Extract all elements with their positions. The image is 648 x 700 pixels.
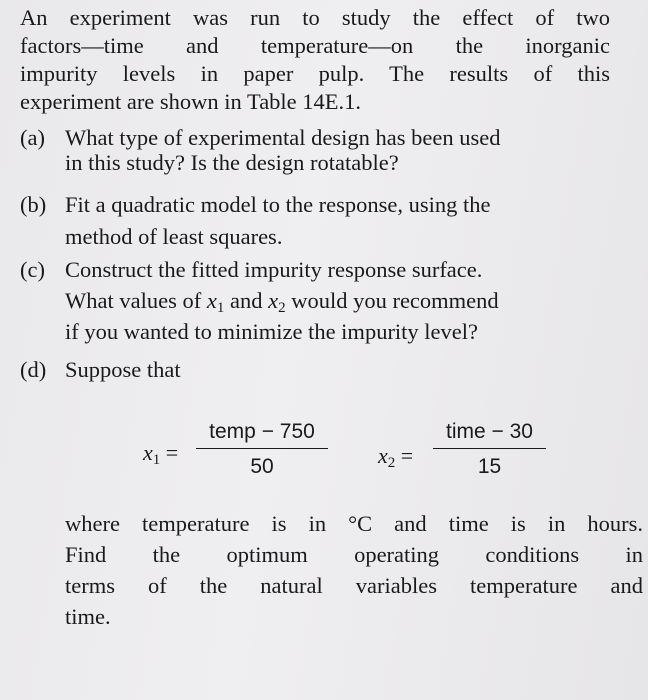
intro-line: experiment are shown in Table 14E.1. [20,89,362,114]
part-a-line: What type of experimental design has been used [65,125,501,150]
coding-formula [0,418,648,488]
equals-sign: = [165,440,179,465]
x1-numerator: temp − 750 [196,420,328,449]
part-b-line: Fit a quadratic model to the response, using the [65,192,491,217]
x2-lhs [378,443,413,469]
part-a-text [65,124,645,177]
part-d-continuation [65,508,643,632]
x-letter: x [143,440,153,465]
subscript-2: 2 [278,300,286,316]
subscript-1: 1 [216,300,225,316]
problem-intro [20,4,610,116]
x2-fraction [433,420,546,479]
part-c-text-span: What values of [65,288,207,313]
part-c-line: Construct the fitted impurity response surface. [65,257,483,282]
part-d-text [65,356,645,384]
x1-variable [206,288,225,316]
x-letter: x [268,288,279,313]
part-d-line: Suppose that [65,357,181,382]
part-c-text-span: would you recommend [285,288,499,313]
x1-fraction [196,420,328,479]
equals-sign: = [400,443,414,468]
part-d-label: (d) [20,357,47,382]
x2-denominator: 15 [477,455,502,478]
part-d-line: time. [65,604,111,629]
subscript-1: 1 [152,452,161,468]
part-b-text [65,191,645,251]
part-c-label: (c) [20,257,45,282]
part-a-label: (a) [20,125,45,150]
part-d-line: where temperature is in °C and time is in hours. [65,511,643,536]
part-c-line [65,287,645,315]
part-b-line: method of least squares. [65,224,283,249]
x-letter: x [378,443,388,468]
x2-variable [268,288,286,316]
intro-line: impurity levels in paper pulp. The results of this [20,61,610,86]
intro-line: factors—time and temperature—on the inorganic [20,33,610,58]
part-c-line: if you wanted to minimize the impurity level? [65,319,479,344]
part-c-text-span: and [224,288,269,313]
x1-denominator: 50 [250,455,274,478]
part-b-label: (b) [20,192,47,217]
part-c-text [65,256,645,346]
x1-lhs [143,440,178,466]
intro-line: An experiment was run to study the effect of two [20,5,610,30]
subscript-2: 2 [387,455,396,471]
x-letter: x [206,288,217,313]
part-d-line: terms of the natural variables temperature and [65,573,643,598]
part-d-line: Find the optimum operating conditions in [65,542,643,567]
x2-numerator: time − 30 [433,420,546,449]
part-a-line: in this study? Is the design rotatable? [65,150,399,175]
